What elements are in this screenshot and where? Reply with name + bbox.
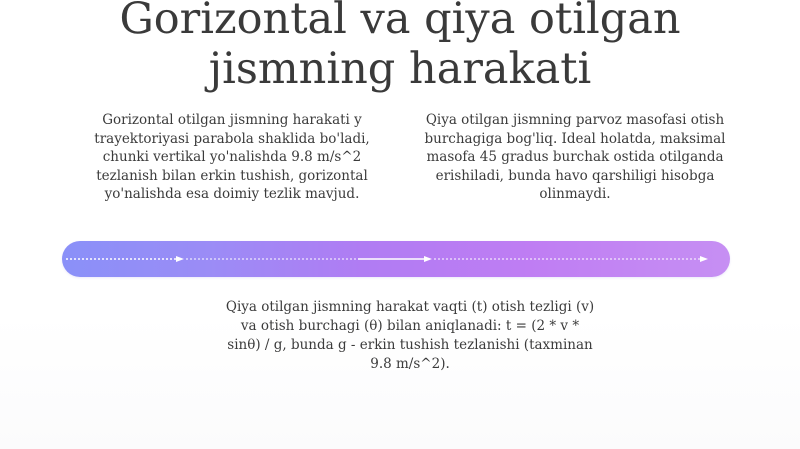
arrow-right-icon xyxy=(424,256,432,262)
title-line-2: jismning harakati xyxy=(208,44,592,94)
title-line-1: Gorizontal va qiya otilgan xyxy=(119,0,681,44)
trajectory-bar xyxy=(62,241,730,277)
trajectory-arrows xyxy=(62,241,730,277)
right-text-block: Qiya otilgan jismning parvoz masofasi otish burchagiga bog'liq. Ideal holatda, maksimal masofa 45 gradus burchak ostida otilganda erishiladi, bunda havo qarshiligi hisobga olinmaydi. xyxy=(424,112,726,202)
arrow-right-icon xyxy=(176,256,184,262)
page-title xyxy=(0,0,800,94)
arrow-right-icon xyxy=(700,256,708,262)
bottom-text-block: Qiya otilgan jismning harakat vaqti (t) otish tezligi (v) va otish burchagi (θ) bilan aniqlanadi: t = (2 * v * sinθ) / g, bunda g - erkin tushish tezlanishi (taxminan 9.8 m/s^2). xyxy=(225,299,595,372)
left-text-block: Gorizontal otilgan jismning harakati y trayektoriyasi parabola shaklida bo'ladi, chunki vertikal yo'nalishda 9.8 m/s^2 tezlanish bilan erkin tushish, gorizontal yo'nalishda esa doimiy tezlik mavjud. xyxy=(94,112,370,202)
